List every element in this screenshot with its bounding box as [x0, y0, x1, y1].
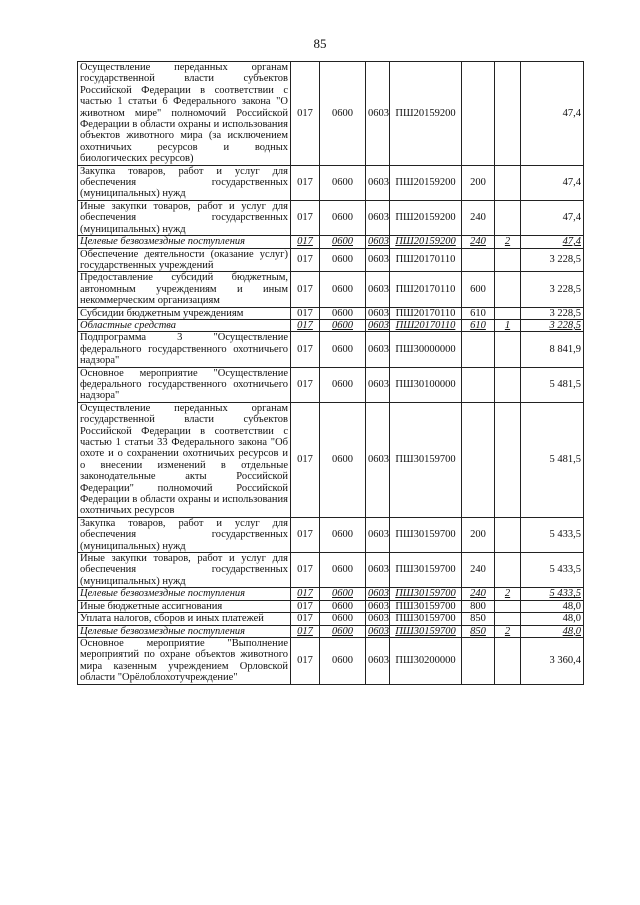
amount-cell: 3 228,5 [521, 248, 584, 272]
target-item-cell: ПШ20159200 [390, 236, 462, 248]
ministry-code-cell: 017 [291, 625, 320, 637]
section-code-cell: 0600 [320, 613, 366, 625]
funding-source-cell [495, 517, 521, 552]
target-item-cell: ПШ30159700 [390, 625, 462, 637]
amount-cell: 3 228,5 [521, 272, 584, 307]
amount-cell: 5 433,5 [521, 553, 584, 588]
ministry-code-cell: 017 [291, 553, 320, 588]
subsection-code-cell: 0603 [366, 613, 390, 625]
target-item-cell: ПШ30159700 [390, 613, 462, 625]
amount-cell: 48,0 [521, 600, 584, 612]
table-row [78, 367, 584, 402]
expense-name-cell: Закупка товаров, работ и услуг для обеспечения государственных (муниципальных) нужд [78, 165, 291, 200]
funding-source-cell: 1 [495, 319, 521, 331]
subsection-code-cell: 0603 [366, 588, 390, 600]
target-item-cell: ПШ20170110 [390, 307, 462, 319]
ministry-code-cell: 017 [291, 272, 320, 307]
target-item-cell: ПШ30200000 [390, 637, 462, 684]
ministry-code-cell: 017 [291, 248, 320, 272]
expense-type-cell [462, 402, 495, 517]
funding-source-cell [495, 637, 521, 684]
page-number: 85 [313, 36, 327, 51]
subsection-code-cell: 0603 [366, 236, 390, 248]
amount-cell: 5 433,5 [521, 588, 584, 600]
funding-source-cell [495, 165, 521, 200]
expense-type-cell: 200 [462, 517, 495, 552]
subsection-code-cell: 0603 [366, 517, 390, 552]
section-code-cell: 0600 [320, 307, 366, 319]
subsection-code-cell: 0603 [366, 553, 390, 588]
funding-source-cell [495, 200, 521, 235]
expense-type-cell: 850 [462, 625, 495, 637]
section-code-cell: 0600 [320, 248, 366, 272]
section-code-cell: 0600 [320, 62, 366, 166]
ministry-code-cell: 017 [291, 517, 320, 552]
ministry-code-cell: 017 [291, 62, 320, 166]
amount-cell: 47,4 [521, 236, 584, 248]
table-row [78, 332, 584, 367]
target-item-cell: ПШ20170110 [390, 248, 462, 272]
target-item-cell: ПШ30159700 [390, 553, 462, 588]
target-item-cell: ПШ30159700 [390, 517, 462, 552]
amount-cell: 3 360,4 [521, 637, 584, 684]
table-row [78, 600, 584, 612]
ministry-code-cell: 017 [291, 319, 320, 331]
expense-name-cell: Иные закупки товаров, работ и услуг для обеспечения государственных (муниципальных) нужд [78, 553, 291, 588]
expense-type-cell: 240 [462, 588, 495, 600]
expense-name-cell: Целевые безвозмездные поступления [78, 236, 291, 248]
expense-name-cell: Основное мероприятие "Осуществление федерального государственного охотничьего надзора" [78, 367, 291, 402]
section-code-cell: 0600 [320, 625, 366, 637]
target-item-cell: ПШ30159700 [390, 600, 462, 612]
amount-cell: 47,4 [521, 165, 584, 200]
expense-type-cell [462, 62, 495, 166]
funding-source-cell [495, 600, 521, 612]
expense-type-cell: 610 [462, 307, 495, 319]
expense-type-cell: 240 [462, 236, 495, 248]
funding-source-cell [495, 248, 521, 272]
table-row [78, 248, 584, 272]
expense-type-cell [462, 367, 495, 402]
expense-name-cell: Обеспечение деятельности (оказание услуг) государственных учреждений [78, 248, 291, 272]
section-code-cell: 0600 [320, 637, 366, 684]
ministry-code-cell: 017 [291, 332, 320, 367]
target-item-cell: ПШ30100000 [390, 367, 462, 402]
ministry-code-cell: 017 [291, 200, 320, 235]
amount-cell: 48,0 [521, 613, 584, 625]
subsection-code-cell: 0603 [366, 600, 390, 612]
section-code-cell: 0600 [320, 165, 366, 200]
section-code-cell: 0600 [320, 402, 366, 517]
subsection-code-cell: 0603 [366, 625, 390, 637]
budget-table [77, 61, 584, 685]
funding-source-cell [495, 62, 521, 166]
amount-cell: 3 228,5 [521, 319, 584, 331]
subsection-code-cell: 0603 [366, 367, 390, 402]
table-row [78, 613, 584, 625]
expense-name-cell: Иные бюджетные ассигнования [78, 600, 291, 612]
target-item-cell: ПШ20159200 [390, 165, 462, 200]
expense-name-cell: Осуществление переданных органам государственной власти субъектов Российской Федерации в соответствии с частью 1 статьи 6 Федерального закона "О животном мире" полномочий Российской Федерации в области охраны и использования объектов животного мира (за исключением охотничьих ресурсов и водных биологических ресурсов) [78, 62, 291, 166]
funding-source-cell [495, 332, 521, 367]
expense-type-cell: 610 [462, 319, 495, 331]
section-code-cell: 0600 [320, 553, 366, 588]
target-item-cell: ПШ30159700 [390, 402, 462, 517]
budget-rows [78, 62, 584, 685]
expense-name-cell: Уплата налогов, сборов и иных платежей [78, 613, 291, 625]
table-row [78, 625, 584, 637]
subsection-code-cell: 0603 [366, 637, 390, 684]
table-row [78, 319, 584, 331]
expense-type-cell: 600 [462, 272, 495, 307]
table-row [78, 517, 584, 552]
section-code-cell: 0600 [320, 332, 366, 367]
subsection-code-cell: 0603 [366, 62, 390, 166]
table-row [78, 402, 584, 517]
target-item-cell: ПШ20159200 [390, 62, 462, 166]
funding-source-cell: 2 [495, 236, 521, 248]
subsection-code-cell: 0603 [366, 332, 390, 367]
funding-source-cell: 2 [495, 588, 521, 600]
subsection-code-cell: 0603 [366, 307, 390, 319]
amount-cell: 5 433,5 [521, 517, 584, 552]
expense-name-cell: Иные закупки товаров, работ и услуг для обеспечения государственных (муниципальных) нужд [78, 200, 291, 235]
expense-name-cell: Подпрограмма 3 "Осуществление федерального государственного охотничьего надзора" [78, 332, 291, 367]
target-item-cell: ПШ20170110 [390, 272, 462, 307]
section-code-cell: 0600 [320, 200, 366, 235]
table-row [78, 588, 584, 600]
ministry-code-cell: 017 [291, 236, 320, 248]
section-code-cell: 0600 [320, 319, 366, 331]
ministry-code-cell: 017 [291, 165, 320, 200]
amount-cell: 8 841,9 [521, 332, 584, 367]
ministry-code-cell: 017 [291, 307, 320, 319]
funding-source-cell [495, 367, 521, 402]
expense-name-cell: Целевые безвозмездные поступления [78, 588, 291, 600]
expense-type-cell: 240 [462, 200, 495, 235]
ministry-code-cell: 017 [291, 613, 320, 625]
table-row [78, 236, 584, 248]
table-row [78, 62, 584, 166]
subsection-code-cell: 0603 [366, 319, 390, 331]
subsection-code-cell: 0603 [366, 165, 390, 200]
table-row [78, 553, 584, 588]
amount-cell: 47,4 [521, 200, 584, 235]
table-row [78, 637, 584, 684]
expense-type-cell: 200 [462, 165, 495, 200]
amount-cell: 3 228,5 [521, 307, 584, 319]
funding-source-cell [495, 307, 521, 319]
expense-name-cell: Субсидии бюджетным учреждениям [78, 307, 291, 319]
section-code-cell: 0600 [320, 588, 366, 600]
target-item-cell: ПШ20170110 [390, 319, 462, 331]
ministry-code-cell: 017 [291, 588, 320, 600]
amount-cell: 47,4 [521, 62, 584, 166]
funding-source-cell [495, 402, 521, 517]
target-item-cell: ПШ20159200 [390, 200, 462, 235]
expense-type-cell [462, 248, 495, 272]
expense-type-cell: 240 [462, 553, 495, 588]
subsection-code-cell: 0603 [366, 248, 390, 272]
funding-source-cell [495, 553, 521, 588]
amount-cell: 5 481,5 [521, 402, 584, 517]
section-code-cell: 0600 [320, 236, 366, 248]
ministry-code-cell: 017 [291, 600, 320, 612]
table-row [78, 200, 584, 235]
target-item-cell: ПШ30159700 [390, 588, 462, 600]
funding-source-cell [495, 272, 521, 307]
expense-type-cell: 850 [462, 613, 495, 625]
expense-name-cell: Закупка товаров, работ и услуг для обеспечения государственных (муниципальных) нужд [78, 517, 291, 552]
section-code-cell: 0600 [320, 517, 366, 552]
amount-cell: 48,0 [521, 625, 584, 637]
table-row [78, 272, 584, 307]
expense-name-cell: Предоставление субсидий бюджетным, автономным учреждениям и иным некоммерческим организациям [78, 272, 291, 307]
subsection-code-cell: 0603 [366, 272, 390, 307]
ministry-code-cell: 017 [291, 367, 320, 402]
section-code-cell: 0600 [320, 600, 366, 612]
section-code-cell: 0600 [320, 367, 366, 402]
table-row [78, 165, 584, 200]
ministry-code-cell: 017 [291, 637, 320, 684]
section-code-cell: 0600 [320, 272, 366, 307]
amount-cell: 5 481,5 [521, 367, 584, 402]
expense-name-cell: Целевые безвозмездные поступления [78, 625, 291, 637]
expense-name-cell: Основное мероприятие "Выполнение мероприятий по охране объектов животного мира казенным учреждением Орловской области "Орёлоблохотучреждение" [78, 637, 291, 684]
subsection-code-cell: 0603 [366, 200, 390, 235]
expense-type-cell: 800 [462, 600, 495, 612]
funding-source-cell: 2 [495, 625, 521, 637]
funding-source-cell [495, 613, 521, 625]
expense-name-cell: Областные средства [78, 319, 291, 331]
expense-type-cell [462, 637, 495, 684]
subsection-code-cell: 0603 [366, 402, 390, 517]
target-item-cell: ПШ30000000 [390, 332, 462, 367]
expense-type-cell [462, 332, 495, 367]
ministry-code-cell: 017 [291, 402, 320, 517]
table-row [78, 307, 584, 319]
expense-name-cell: Осуществление переданных органам государственной власти субъектов Российской Федерации в соответствии с частью 1 статьи 33 Федерального закона "Об охоте и о сохранении охотничьих ресурсов и о внесении изменений в отдельные законодательные акты Российской Федерации" полномочий Российской Федерации в области охраны и использования охотничьих ресурсов [78, 402, 291, 517]
